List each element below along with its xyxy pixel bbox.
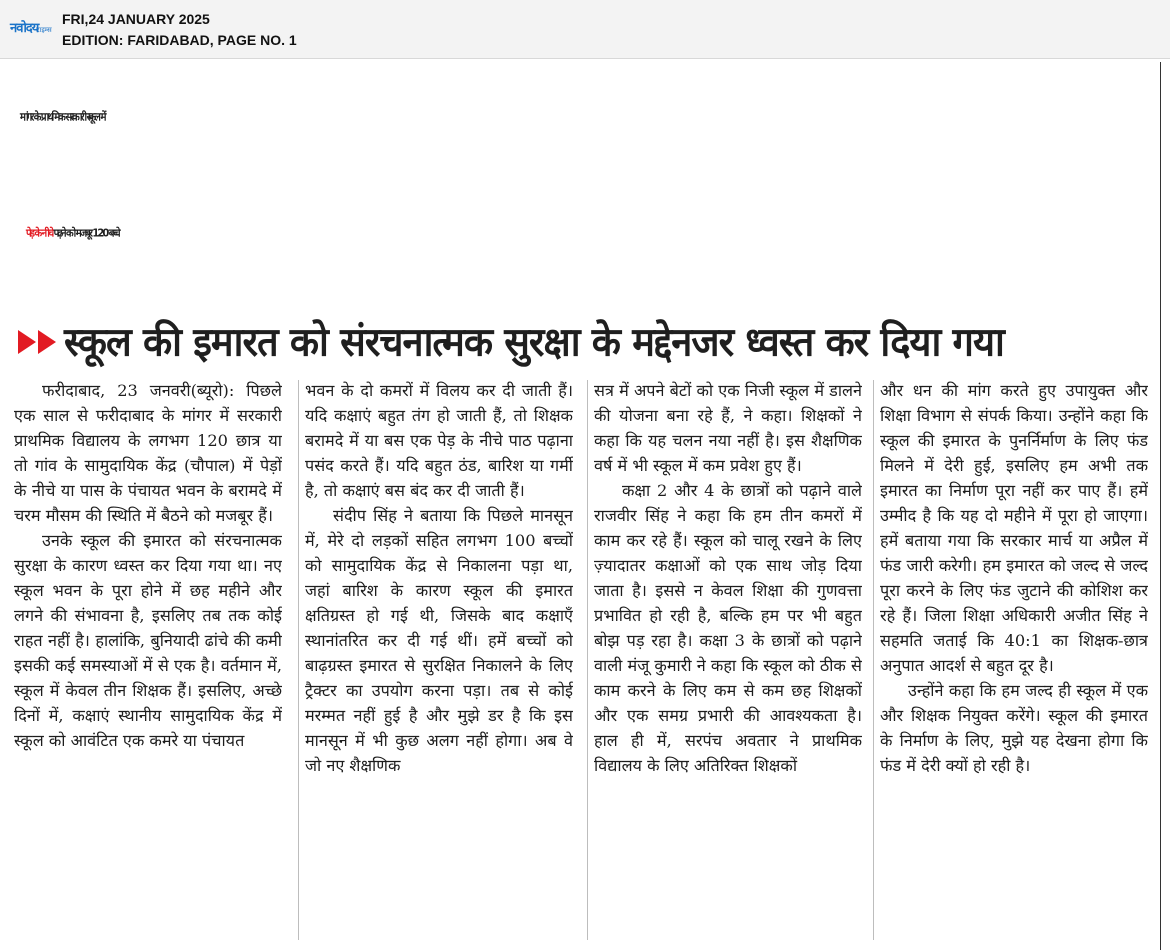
arrow-bullet-icon (38, 330, 56, 354)
article-paragraph: कक्षा 2 और 4 के छात्रों को पढ़ाने वाले राजवीर सिंह ने कहा कि हम तीन कमरों में काम कर रहे हैं। स्कूल को चालू रखने के लिए ज़्यादातर कक्षाओं को एक साथ जोड़ दिया जाता है। इससे न केवल शिक्षा की गुणवत्ता प्रभावित हो रही है, बल्कि हम पर भी बहुत बोझ पड़ रहा है। कक्षा 3 के छात्रों को पढ़ाने वाली मंजू कुमारी ने कहा कि स्कूल को ठीक से काम करने के लिए कम से कम छह शिक्षकों और एक समग्र प्रभारी की आवश्यकता है। हाल ही में, सरपंच अवतार ने प्राथमिक विद्यालय के लिए अतिरिक्त शिक्षकों (594, 481, 862, 775)
headline-highlight: पेड़ के नीचे (26, 227, 53, 240)
article-body (14, 378, 1156, 948)
clipping-border (1160, 62, 1161, 950)
headline-line-2 (26, 175, 1156, 294)
edition-header-bar (0, 0, 1170, 59)
subheadline-text: स्कूल की इमारत को संरचनात्मक सुरक्षा के मद्देनजर ध्वस्त कर दिया गया (64, 318, 1004, 366)
headline-line-2-rest: पढ़ने को मजबूर 120 बच्चे (52, 227, 119, 240)
article-paragraph: और धन की मांग करते हुए उपायुक्त और शिक्षा विभाग से संपर्क किया। उन्होंने कहा कि स्कूल की इमारत के पुनर्निर्माण के लिए फंड मिलने में देरी हुई, इसलिए हम अभी तक इमारत का निर्माण पूरा नहीं कर पाए हैं। हमें उम्मीद है कि यह दो महीने में पूरा हो जाएगा। हमें बताया गया कि सरकार मार्च या अप्रैल में फंड जारी करेगी। हम इमारत को जल्द से जल्द पूरा करने के लिए फंड जुटाने की कोशिश कर रहे हैं। जिला शिक्षा अधिकारी अजीत सिंह ने सहमति जताई कि 40:1 का शिक्षक-छात्र अनुपात आदर्श से बहुत दूर है। (880, 381, 1148, 675)
arrow-bullet-icon (18, 330, 36, 354)
publication-date: FRI,24 JANUARY 2025 (62, 11, 210, 27)
article-paragraph: उन्होंने कहा कि हम जल्द ही स्कूल में एक और शिक्षक नियुक्त करेंगे। स्कूल की इमारत के निर्माण के लिए, मुझे यह देखना होगा कि फंड में देरी क्यों हो रही है। (880, 681, 1148, 775)
newspaper-logo[interactable] (10, 16, 52, 42)
article-paragraph: फरीदाबाद, 23 जनवरी(ब्यूरो): पिछले एक साल से फरीदाबाद के मांगर में सरकारी प्राथमिक विद्यालय के लगभग 120 छात्र या तो गांव के सामुदायिक केंद्र (चौपाल) में पेड़ों के नीचे या पास के पंचायत भवन के बरामदे में चरम मौसम की स्थिति में बैठने को मजबूर हैं। (14, 381, 282, 525)
subheadline (18, 316, 1158, 372)
article-paragraph: उनके स्कूल की इमारत को संरचनात्मक सुरक्षा के कारण ध्वस्त कर दिया गया था। नए स्कूल भवन के पूरा होने में छह महीने और लगने की संभावना है, इसलिए तब तक कोई राहत नहीं है। हालांकि, बुनियादी ढांचे की कमी इसकी कई समस्याओं में से एक है। वर्तमान में, स्कूल में केवल तीन शिक्षक हैं। इसलिए, अच्छे दिनों में, कक्षाएं स्थानीय सामुदायिक केंद्र में स्कूल को आवंटित एक कमरे या पंचायत (14, 531, 282, 750)
logo-subtext: टाइम्स (36, 26, 52, 34)
article-column-3 (594, 378, 862, 948)
edition-meta (62, 9, 297, 51)
article-column-2 (305, 378, 573, 948)
headline-line-1: मांगर के प्राथमिक सरकारी स्कूल में (20, 111, 105, 124)
article-paragraph: सत्र में अपने बेटों को एक निजी स्कूल में डालने की योजना बना रहे हैं, ने कहा। शिक्षकों ने कहा कि यह चलन नया नहीं है। इस शैक्षणिक वर्ष में भी स्कूल में कम प्रवेश हुए हैं। (594, 381, 862, 475)
logo-text: नवोदय (10, 21, 39, 36)
article-column-1 (14, 378, 282, 948)
edition-page: EDITION: FARIDABAD, PAGE NO. 1 (62, 32, 297, 48)
article-paragraph: संदीप सिंह ने बताया कि पिछले मानसून में, मेरे दो लड़कों सहित लगभग 100 बच्चों को सामुदायिक केंद्र से निकालना पड़ा था, जहां बारिश के कारण स्कूल की इमारत क्षतिग्रस्त हो गई थी, जिसके बाद कक्षाएँ स्थानांतरित कर दी गई थीं। हमें बच्चों को बाढ़ग्रस्त इमारत से सुरक्षित निकालने के लिए ट्रैक्टर का उपयोग करना पड़ा। तब से कोई मरम्मत नहीं हुई है और मुझे डर है कि इस मानसून में भी कुछ अलग नहीं होगा। अब वे जो नए शैक्षणिक (305, 506, 573, 775)
article-column-4 (880, 378, 1148, 948)
article-paragraph: भवन के दो कमरों में विलय कर दी जाती हैं। यदि कक्षाएं बहुत तंग हो जाती हैं, तो शिक्षक बरामदे में या बस एक पेड़ के नीचे पाठ पढ़ाना पसंद करते हैं। यदि बहुत ठंड, बारिश या गर्मी है, तो कक्षाएं बस बंद कर दी जाती हैं। (305, 381, 573, 500)
